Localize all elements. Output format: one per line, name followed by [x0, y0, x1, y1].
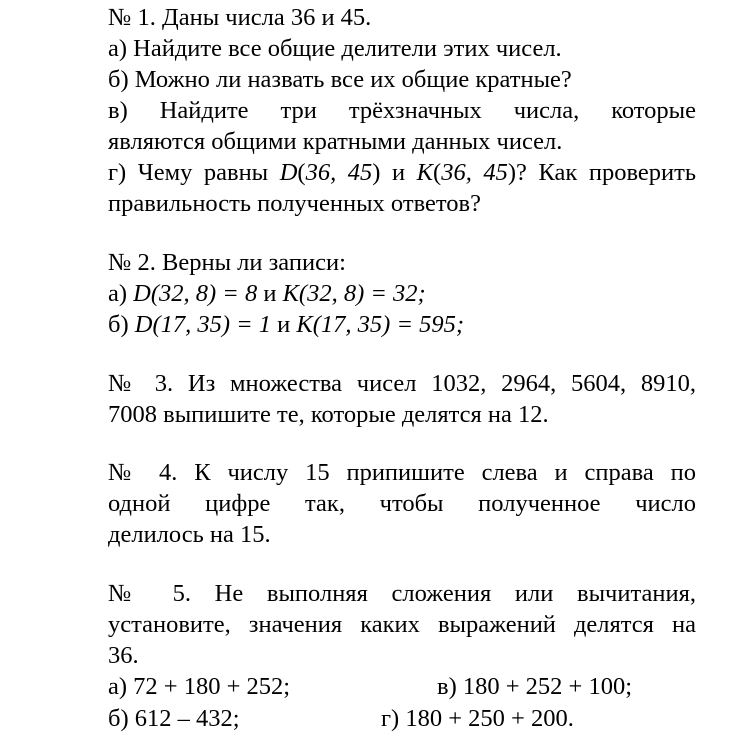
task1-g-prefix: г) Чему равны: [108, 159, 280, 186]
task1-g-args1: 36, 45: [305, 159, 373, 186]
task1-g-D: D: [279, 159, 298, 186]
task1-item-v-line2: являются общими кратными данных чисел.: [108, 128, 563, 155]
task1-item-a: а) Найдите все общие делители этих чисел.: [108, 35, 562, 62]
task1-item-b: б) Можно ли назвать все их общие кратные?: [108, 66, 572, 93]
task1-g-paren-open1: (: [297, 159, 306, 186]
task2-item-b: [108, 309, 464, 340]
task5-line1: № 5. Не выполняя сложения или вычитания,: [108, 580, 696, 607]
task2-a-expr1: D(32, 8) = 8: [133, 280, 258, 307]
task2-b-expr2: K(17, 35) = 595;: [296, 311, 465, 338]
task2-a-prefix: а): [108, 280, 134, 307]
task4-line3: делилось на 15.: [108, 521, 271, 548]
task4-line2: одной цифре так, чтобы полученное число: [108, 490, 696, 517]
task1-item-g-line2: правильность полученных ответов?: [108, 190, 481, 217]
task2-a-and: и: [257, 280, 283, 307]
task2-b-prefix: б): [108, 311, 135, 338]
task1-g-and: и: [380, 159, 417, 186]
task5-item-a: а) 72 + 180 + 252;: [108, 673, 291, 700]
task5-item-b: б) 612 – 432;: [108, 705, 240, 732]
task1-title: № 1. Даны числа 36 и 45.: [108, 4, 372, 31]
task1-g-K: K: [416, 159, 434, 186]
task5-item-v: в) 180 + 252 + 100;: [437, 673, 633, 700]
task5-item-g: г) 180 + 250 + 200.: [381, 705, 574, 732]
task1-g-paren-open2: (: [433, 159, 442, 186]
task3-line1: № 3. Из множества чисел 1032, 2964, 5604, 8910,: [108, 370, 696, 397]
task1-item-g-line1: [108, 157, 696, 188]
task2-item-a: [108, 278, 426, 309]
task1-g-paren-close1: ): [372, 159, 381, 186]
task1-item-v-line1: в) Найдите три трёхзначных числа, которые: [108, 97, 696, 124]
task1-g-args2: 36, 45: [441, 159, 508, 186]
task1-g-suffix: ? Как проверить: [516, 159, 696, 186]
task2-b-and: и: [271, 311, 297, 338]
task3-line2: 7008 выпишите те, которые делятся на 12.: [108, 401, 549, 428]
task4-line1: № 4. К числу 15 припишите слева и справа по: [108, 459, 696, 486]
task5-line3: 36.: [108, 642, 139, 669]
task2-title: № 2. Верны ли записи:: [108, 249, 346, 276]
task1-g-paren-close2: ): [507, 159, 517, 186]
task5-line2: установите, значения каких выражений делятся на: [108, 611, 696, 638]
task2-a-expr2: K(32, 8) = 32;: [282, 280, 426, 307]
task2-b-expr1: D(17, 35) = 1: [134, 311, 272, 338]
